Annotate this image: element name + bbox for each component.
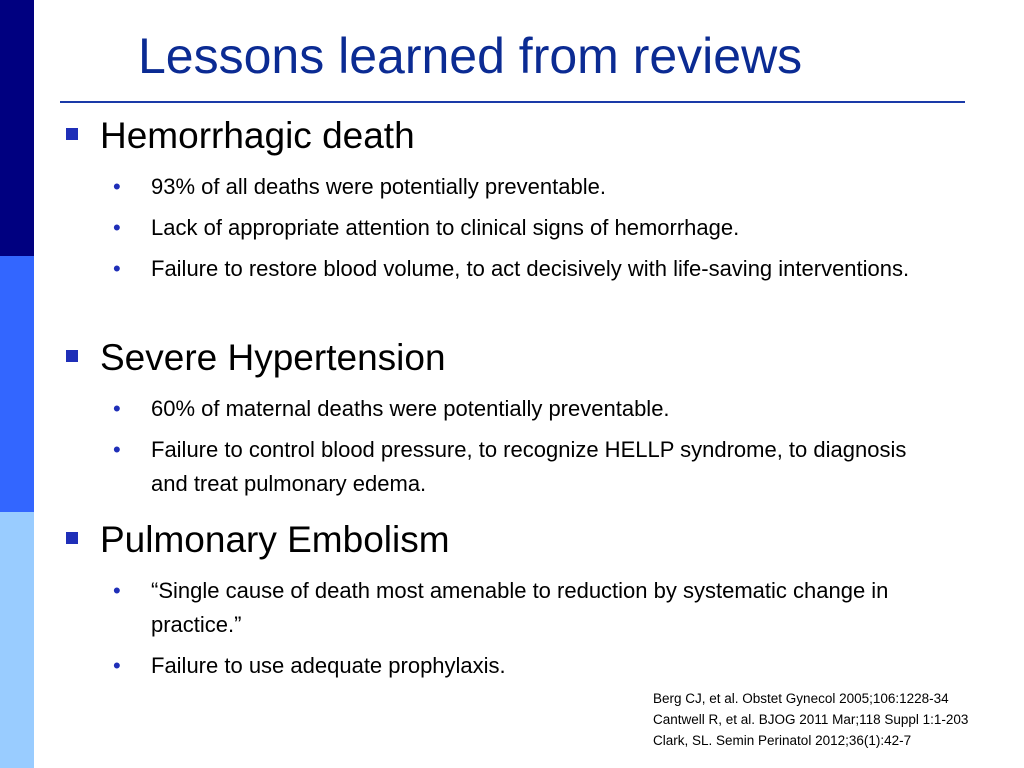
list-item: Failure to restore blood volume, to act decisively with life-saving interventions. [151, 256, 910, 281]
bullet-icon: • [113, 256, 121, 281]
reference-item: Cantwell R, et al. BJOG 2011 Mar;118 Suppl 1:1-203 [653, 712, 969, 727]
bullet-icon: • [113, 578, 121, 603]
square-bullet-icon [66, 350, 78, 362]
bullet-icon: • [113, 396, 121, 421]
bullet-icon: • [113, 653, 121, 678]
list-item: “Single cause of death most amenable to reduction by systematic change in practice.” [151, 578, 889, 637]
reference-item: Clark, SL. Semin Perinatol 2012;36(1):42-7 [653, 733, 912, 748]
square-bullet-icon [66, 128, 78, 140]
list-item: 93% of all deaths were potentially preventable. [151, 174, 606, 199]
sidebar-band-dark [0, 0, 34, 256]
list-item: Lack of appropriate attention to clinical signs of hemorrhage. [151, 215, 740, 240]
title-divider [60, 101, 965, 103]
sidebar-band-mid [0, 256, 34, 512]
slide-title: Lessons learned from reviews [138, 28, 803, 84]
references [653, 688, 968, 751]
bullet-icon: • [113, 215, 121, 240]
list-item: Failure to use adequate prophylaxis. [151, 653, 506, 678]
square-bullet-icon [66, 532, 78, 544]
section-heading: Hemorrhagic death [100, 115, 415, 156]
section-heading: Severe Hypertension [100, 337, 446, 378]
list-item: 60% of maternal deaths were potentially preventable. [151, 396, 670, 421]
bullet-icon: • [113, 437, 121, 462]
bullet-icon: • [113, 174, 121, 199]
section-heading: Pulmonary Embolism [100, 519, 450, 560]
sidebar-band-light [0, 512, 34, 768]
list-item: Failure to control blood pressure, to recognize HELLP syndrome, to diagnosis and treat pulmonary edema. [151, 437, 907, 496]
sidebar-accent [0, 0, 34, 768]
reference-item: Berg CJ, et al. Obstet Gynecol 2005;106:1228-34 [653, 691, 949, 706]
